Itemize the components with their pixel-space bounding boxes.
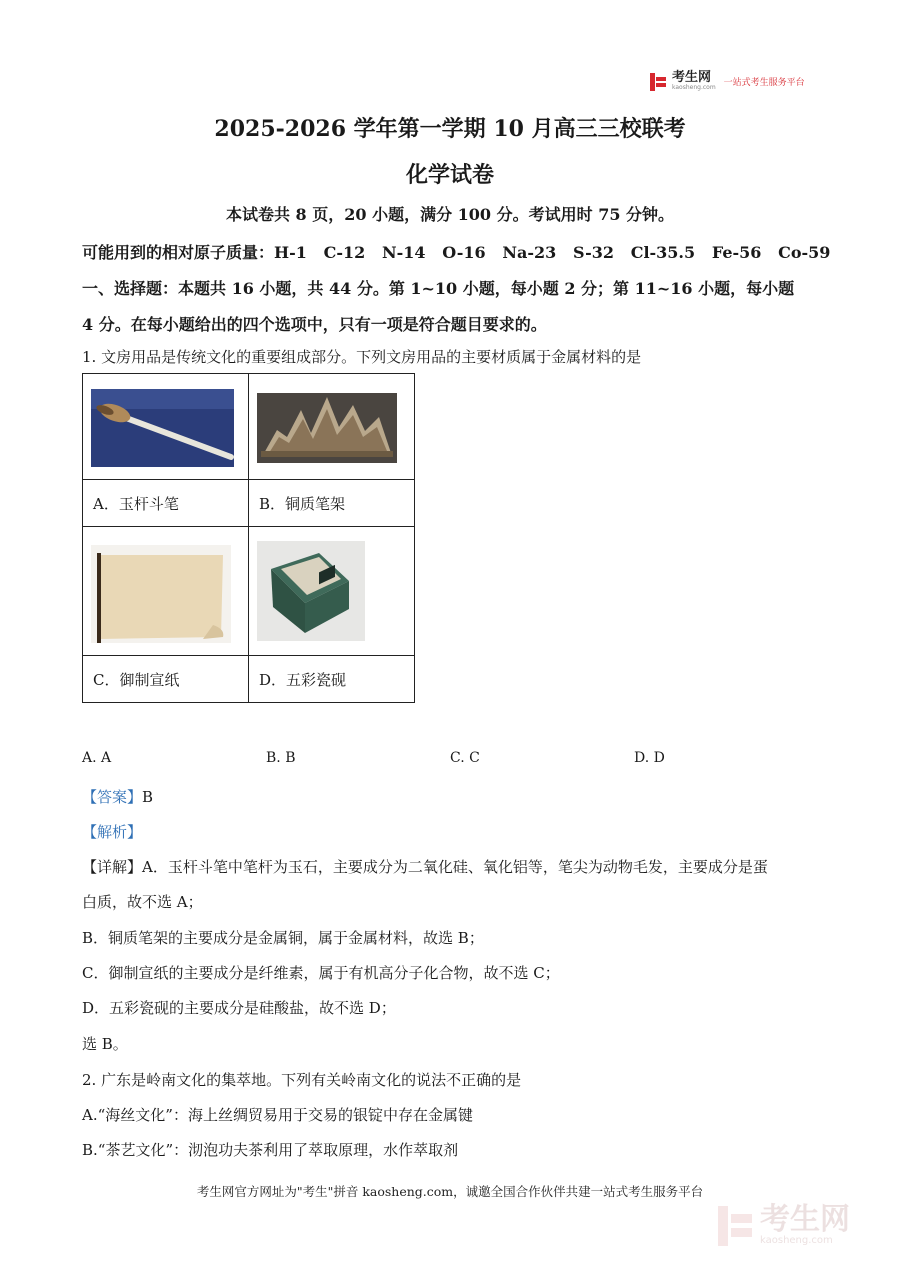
copper-brush-rest-image [249, 375, 409, 475]
detail-line: B．铜质笔架的主要成分是金属铜，属于金属材料，故选 B； [82, 929, 484, 947]
section-heading-line1: 一、选择题：本题共 16 小题，共 44 分。第 1~10 小题，每小题 2 分；第 11~16 小题，每小题 [82, 279, 795, 298]
q1-option-c-image-cell [83, 527, 249, 656]
q1-option-d-label: D．五彩瓷砚 [249, 656, 415, 703]
logo-name: 考生网 [672, 70, 712, 85]
q1-option-b-image-cell [249, 374, 415, 480]
q1-option-a-label: A．玉杆斗笔 [83, 480, 249, 527]
atomic-masses: 可能用到的相对原子质量：H-1 C-12 N-14 O-16 Na-23 S-32 Cl-35.5 Fe-56 Co-59 [82, 243, 831, 262]
q1-option-b-label: B．铜质笔架 [249, 480, 415, 527]
q1-choice-d: D. D [634, 750, 665, 766]
q1-stem: 1. 文房用品是传统文化的重要组成部分。下列文房用品的主要材质属于金属材料的是 [82, 348, 642, 366]
exam-subject: 化学试卷 [405, 162, 494, 188]
logo-slogan: 一站式考生服务平台 [723, 78, 805, 88]
q1-choice-b: B. B [266, 750, 296, 766]
detail-line: 【详解】A．玉杆斗笔中笔杆为玉石，主要成分为二氧化硅、氧化铝等，笔尖为动物毛发，主要成分是蛋 [82, 858, 768, 876]
watermark [718, 1202, 850, 1246]
header-logo [650, 72, 805, 91]
logo-domain: kaosheng.com [672, 84, 716, 91]
q1-choice-a: A. A [82, 750, 112, 766]
xuan-paper-image [83, 529, 243, 649]
q1-options-table [82, 373, 415, 703]
kaosheng-logo-icon [650, 73, 666, 91]
detail-line: C．御制宣纸的主要成分是纤维素，属于有机高分子化合物，故不选 C； [82, 964, 560, 982]
watermark-logo-icon [718, 1206, 752, 1246]
jade-brush-image [83, 375, 243, 475]
exam-info: 本试卷共 8 页，20 小题，满分 100 分。考试用时 75 分钟。 [225, 205, 675, 224]
q1-choice-c: C. C [450, 750, 480, 766]
detail-line: 白质，故不选 A； [82, 893, 203, 911]
q1-option-a-image-cell [83, 374, 249, 480]
q1-answer [82, 786, 153, 807]
footer-text: 考生网官方网址为"考生"拼音 kaosheng.com，诚邀全国合作伙伴共建一站式考生服务平台 [196, 1184, 704, 1199]
exam-title: 2025-2026 学年第一学期 10 月高三三校联考 [214, 116, 686, 142]
detail-line: 选 B。 [82, 1035, 128, 1053]
q1-option-d-image-cell [249, 527, 415, 656]
porcelain-inkstone-image [249, 529, 409, 649]
watermark-domain: kaosheng.com [760, 1235, 833, 1246]
q2-option-a: A.“海丝文化”：海上丝绸贸易用于交易的银锭中存在金属键 [82, 1106, 473, 1124]
q1-option-c-label: C．御制宣纸 [83, 656, 249, 703]
answer-tag: 【答案】 [82, 788, 143, 806]
detail-line: D．五彩瓷砚的主要成分是硅酸盐，故不选 D； [82, 999, 396, 1017]
answer-value: B [142, 788, 154, 806]
q2-option-b: B.“茶艺文化”：沏泡功夫茶利用了萃取原理，水作萃取剂 [82, 1141, 459, 1159]
q2-stem: 2. 广东是岭南文化的集萃地。下列有关岭南文化的说法不正确的是 [82, 1071, 522, 1089]
section-heading-line2: 4 分。在每小题给出的四个选项中，只有一项是符合题目要求的。 [82, 315, 547, 334]
analysis-tag: 【解析】 [82, 823, 143, 841]
watermark-name: 考生网 [760, 1202, 850, 1237]
